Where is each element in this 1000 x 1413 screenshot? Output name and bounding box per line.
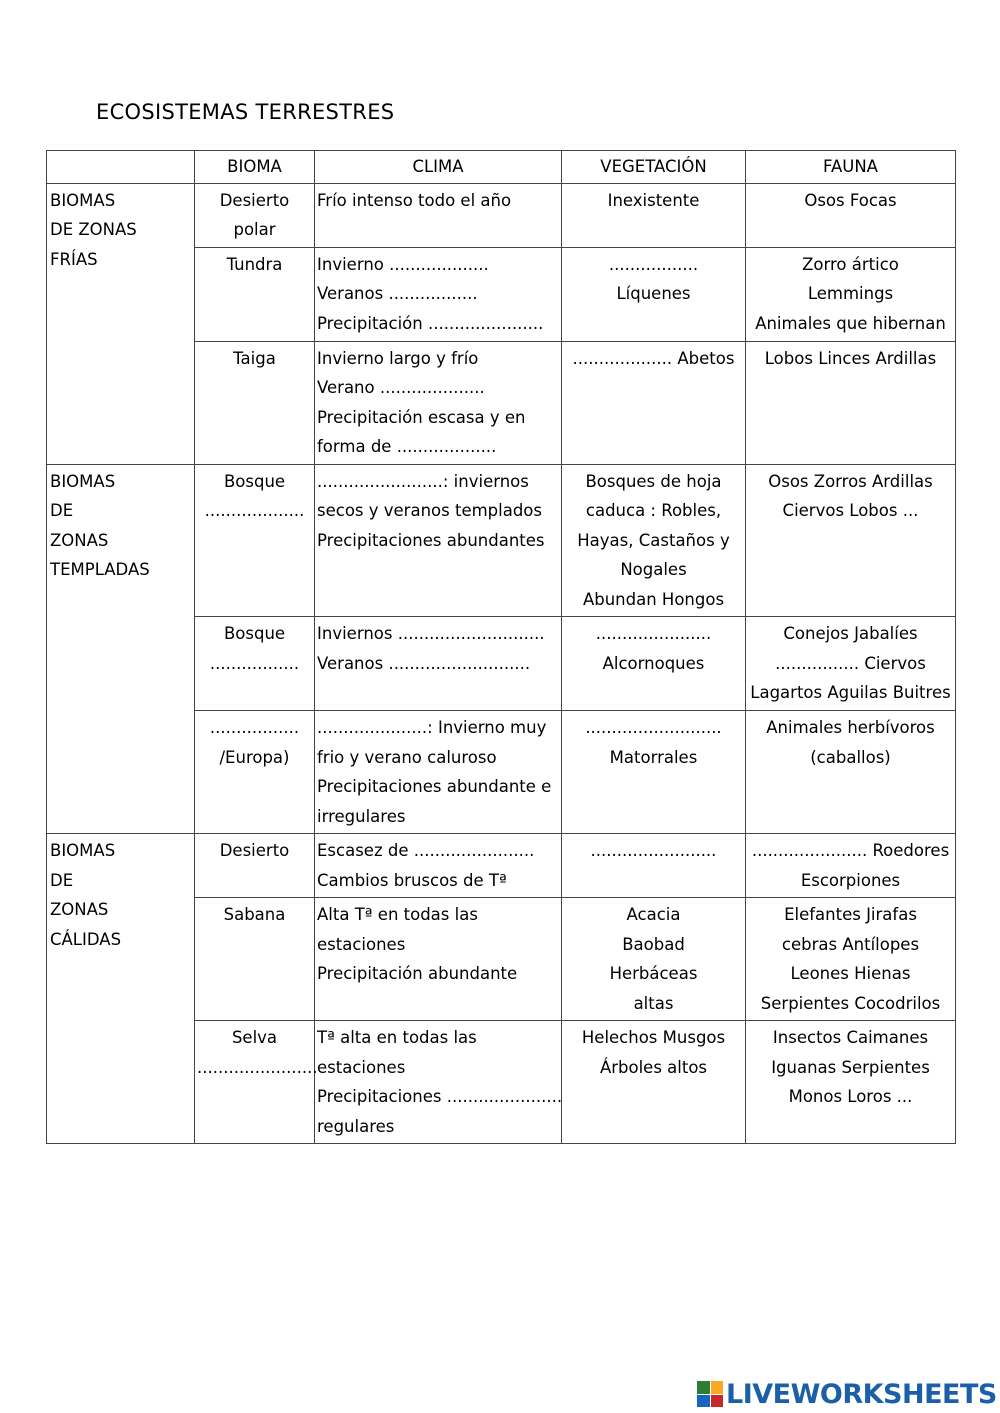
vegetacion-cell xyxy=(562,1021,746,1144)
fauna-line: Insectos Caimanes xyxy=(772,1028,929,1047)
fauna-line: Osos Focas xyxy=(804,190,897,210)
bioma-line: ................. xyxy=(209,653,300,673)
logo-text: LIVEWORKSHEETS xyxy=(726,1378,997,1410)
zone-cell xyxy=(47,834,195,1144)
vegetacion-cell xyxy=(562,617,746,711)
vegetacion-cell xyxy=(562,464,746,617)
vegetacion-line: Bosques de hoja xyxy=(585,471,722,491)
fauna-line: cebras Antílopes xyxy=(781,934,920,954)
fauna-line: Conejos Jabalíes xyxy=(783,624,918,643)
zone-name-line: CÁLIDAS xyxy=(50,929,122,949)
clima-cell xyxy=(315,898,562,1021)
header-cell-clima: CLIMA xyxy=(315,151,562,184)
clima-line: Precipitaciones abundantes xyxy=(317,530,545,550)
bioma-line: ....................... xyxy=(197,1057,318,1077)
bioma-line: /Europa) xyxy=(219,747,290,767)
clima-cell xyxy=(315,183,562,247)
clima-line: Cambios bruscos de Tª xyxy=(317,870,507,890)
fauna-cell xyxy=(746,711,956,834)
vegetacion-line: Alcornoques xyxy=(602,653,705,673)
vegetacion-line: Acacia xyxy=(626,905,681,924)
clima-line: Inviernos ............................ xyxy=(317,624,545,643)
fauna-cell xyxy=(746,341,956,464)
zone-name-line: DE ZONAS xyxy=(50,220,137,239)
clima-line: frio y verano caluroso xyxy=(317,747,497,767)
bioma-cell xyxy=(195,1021,318,1144)
table-row xyxy=(47,834,956,898)
clima-line: Invierno ................... xyxy=(317,254,489,274)
fauna-cell xyxy=(746,1021,956,1144)
clima-line: Veranos ........................... xyxy=(317,653,531,673)
bioma-cell xyxy=(195,183,315,247)
fauna-line: Serpientes Cocodrilos xyxy=(760,993,941,1013)
vegetacion-cell xyxy=(562,341,746,464)
header-cell-bioma: BIOMA xyxy=(195,151,315,184)
zone-cell xyxy=(47,183,195,464)
vegetacion-line: Herbáceas xyxy=(609,964,698,983)
fauna-cell xyxy=(746,834,956,898)
vegetacion-line: Hayas, Castaños y xyxy=(577,530,730,550)
clima-line: Precipitación ...................... xyxy=(317,313,544,333)
vegetacion-line: Inexistente xyxy=(607,190,700,210)
biomes-table xyxy=(46,150,956,1144)
bioma-line: Desierto xyxy=(219,841,290,860)
vegetacion-line: ................... Abetos xyxy=(572,348,735,368)
vegetacion-line: ................. xyxy=(608,254,699,274)
clima-cell xyxy=(315,1021,562,1144)
clima-line: Escasez de ....................... xyxy=(317,841,535,860)
bioma-cell xyxy=(195,898,315,1021)
fauna-line: Monos Loros ... xyxy=(788,1087,913,1106)
bioma-line: Taiga xyxy=(233,348,276,368)
fauna-line: Lemmings xyxy=(807,284,894,303)
vegetacion-line: Líquenes xyxy=(616,284,691,303)
bioma-line: Bosque xyxy=(223,471,286,491)
fauna-line: (caballos) xyxy=(810,747,891,767)
vegetacion-cell xyxy=(562,183,746,247)
header-cell-vegetacion: VEGETACIÓN xyxy=(562,151,746,184)
clima-line: Precipitación abundante xyxy=(317,964,518,983)
vegetacion-line: ...................... xyxy=(595,624,712,643)
bioma-line: Selva xyxy=(231,1028,278,1047)
fauna-line: Lagartos Aguilas Buitres xyxy=(750,683,951,702)
clima-line: irregulares xyxy=(317,806,406,826)
clima-cell xyxy=(315,617,562,711)
clima-cell xyxy=(315,247,562,341)
clima-line: Precipitaciones abundante e xyxy=(317,777,552,796)
fauna-line: ................ Ciervos xyxy=(775,653,926,673)
clima-line: ........................: inviernos xyxy=(317,471,529,491)
clima-line: secos y veranos templados xyxy=(317,501,542,520)
fauna-line: Iguanas Serpientes xyxy=(771,1057,930,1077)
fauna-line: Leones Hienas xyxy=(790,964,911,983)
fauna-line: Osos Zorros Ardillas xyxy=(768,471,933,491)
vegetacion-cell xyxy=(562,711,746,834)
clima-line: Precipitación escasa y en xyxy=(317,407,526,427)
zone-cell xyxy=(47,464,195,834)
vegetacion-line: Abundan Hongos xyxy=(582,589,725,609)
vegetacion-line: caduca : Robles, xyxy=(585,501,722,520)
vegetacion-line: ........................ xyxy=(590,841,717,860)
clima-cell xyxy=(315,834,562,898)
zone-name-line: BIOMAS xyxy=(50,190,116,210)
fauna-cell xyxy=(746,183,956,247)
clima-line: Tª alta en todas las xyxy=(317,1028,477,1047)
bioma-line: ................... xyxy=(204,501,305,520)
liveworksheets-logo xyxy=(697,1379,997,1409)
fauna-line: ...................... Roedores xyxy=(751,841,950,860)
fauna-cell xyxy=(746,617,956,711)
clima-line: Invierno largo y frío xyxy=(317,348,479,368)
vegetacion-line: Baobad xyxy=(622,934,685,954)
fauna-line: Animales que hibernan xyxy=(755,313,946,333)
clima-line: Alta Tª en todas las xyxy=(317,905,478,924)
bioma-line: ................. xyxy=(209,718,300,737)
bioma-line: polar xyxy=(233,220,276,239)
biomes-table-body xyxy=(47,151,956,1144)
clima-cell xyxy=(315,341,562,464)
clima-line: Precipitaciones ...................... xyxy=(317,1087,563,1106)
fauna-line: Animales herbívoros xyxy=(766,718,935,737)
zone-name-line: FRÍAS xyxy=(50,249,98,269)
fauna-cell xyxy=(746,247,956,341)
clima-line: Verano .................... xyxy=(317,378,485,397)
clima-cell xyxy=(315,464,562,617)
clima-cell xyxy=(315,711,562,834)
vegetacion-cell xyxy=(562,834,746,898)
header-cell-fauna: FAUNA xyxy=(746,151,956,184)
fauna-line: Elefantes Jirafas xyxy=(784,905,917,924)
page-title: ECOSISTEMAS TERRESTRES xyxy=(96,100,395,124)
vegetacion-line: .......................... xyxy=(585,718,722,737)
bioma-cell xyxy=(195,834,315,898)
bioma-cell xyxy=(195,247,315,341)
zone-name-line: BIOMAS xyxy=(50,841,116,860)
table-row xyxy=(47,464,956,617)
zone-name-line: ZONAS xyxy=(50,900,109,919)
vegetacion-cell xyxy=(562,898,746,1021)
bioma-line: Tundra xyxy=(226,254,283,274)
vegetacion-cell xyxy=(562,247,746,341)
vegetacion-line: altas xyxy=(633,993,674,1013)
zone-name-line: ZONAS xyxy=(50,530,109,550)
zone-name-line: BIOMAS xyxy=(50,471,116,491)
bioma-cell xyxy=(195,341,315,464)
zone-name-line: DE xyxy=(50,501,74,520)
zone-name-line: DE xyxy=(50,870,74,890)
fauna-cell xyxy=(746,464,956,617)
logo-mark-icon xyxy=(697,1381,723,1407)
clima-line: estaciones xyxy=(317,1057,406,1077)
fauna-line: Lobos Linces Ardillas xyxy=(764,348,937,368)
vegetacion-line: Árboles altos xyxy=(599,1057,708,1077)
bioma-line: Desierto xyxy=(219,190,290,210)
vegetacion-line: Matorrales xyxy=(609,747,698,767)
vegetacion-line: Helechos Musgos xyxy=(581,1028,726,1047)
table-header-row xyxy=(47,151,956,184)
fauna-line: Zorro ártico xyxy=(802,254,899,274)
header-cell-empty xyxy=(47,151,195,184)
vegetacion-line: Nogales xyxy=(620,560,687,579)
clima-line: .....................: Invierno muy xyxy=(317,718,547,737)
bioma-line: Sabana xyxy=(223,905,286,924)
clima-line: estaciones xyxy=(317,934,406,954)
bioma-cell xyxy=(195,711,315,834)
fauna-line: Ciervos Lobos ... xyxy=(782,501,919,520)
clima-line: Veranos ................. xyxy=(317,284,478,303)
clima-line: Frío intenso todo el año xyxy=(317,190,512,210)
fauna-cell xyxy=(746,898,956,1021)
bioma-line: Bosque xyxy=(223,624,286,643)
bioma-cell xyxy=(195,464,315,617)
table-row xyxy=(47,183,956,247)
clima-line: regulares xyxy=(317,1116,395,1136)
bioma-cell xyxy=(195,617,315,711)
zone-name-line: TEMPLADAS xyxy=(50,560,150,579)
clima-line: forma de ................... xyxy=(317,437,497,456)
fauna-line: Escorpiones xyxy=(800,870,901,890)
